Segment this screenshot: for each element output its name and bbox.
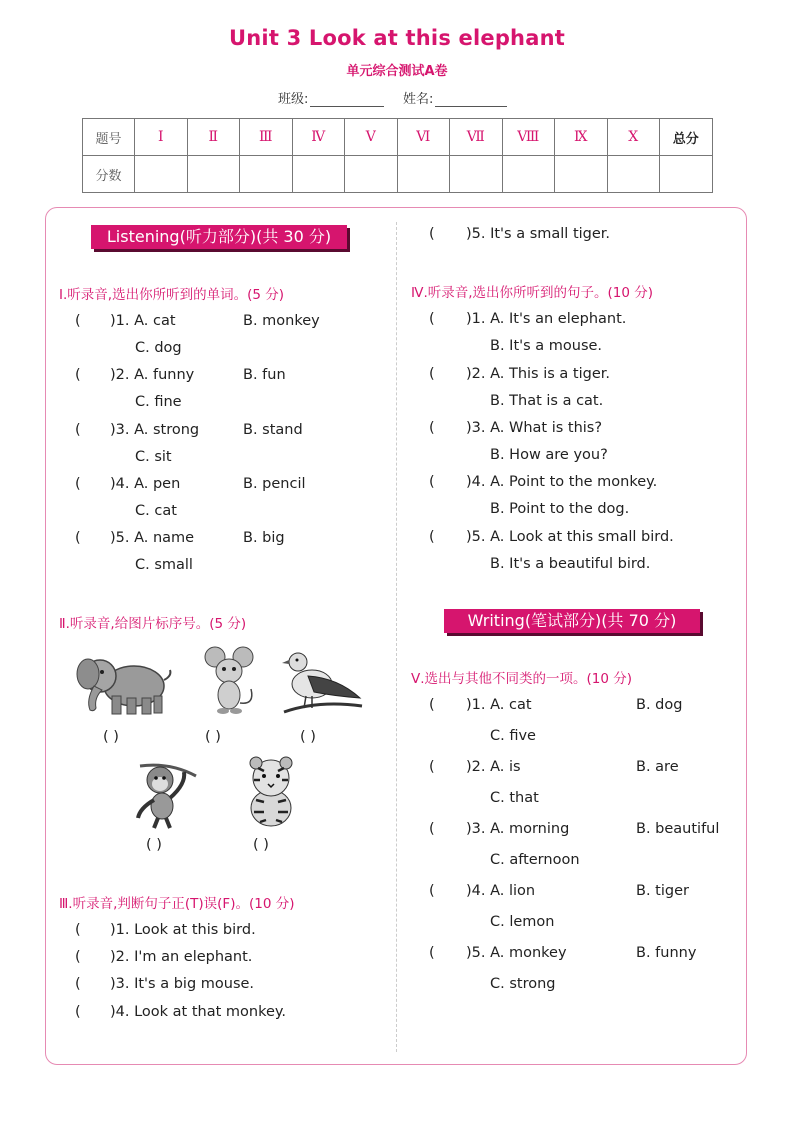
answer-paren[interactable]: ( [429, 474, 435, 490]
question-4-option-c: C. cat [135, 503, 177, 519]
answer-paren-elephant[interactable]: ( ) [103, 729, 119, 745]
score-col-1: Ⅰ [135, 119, 188, 156]
odd-5-option-b: B. funny [636, 945, 697, 961]
answer-paren[interactable]: ( [75, 922, 81, 938]
odd-2-option-c: C. that [490, 790, 539, 806]
question-1-option-a: )1. A. cat [110, 313, 176, 329]
question-4-option-a: )4. A. pen [110, 476, 181, 492]
odd-5-option-a: )5. A. monkey [466, 945, 567, 961]
score-total-cell[interactable] [660, 156, 713, 193]
page-title: Unit 3 Look at this elephant [229, 26, 565, 50]
column-divider [396, 222, 397, 1052]
odd-3-option-a: )3. A. morning [466, 821, 570, 837]
odd-3-option-c: C. afternoon [490, 852, 580, 868]
odd-4-option-c: C. lemon [490, 914, 555, 930]
score-cell[interactable] [292, 156, 345, 193]
odd-4-option-a: )4. A. lion [466, 883, 536, 899]
sentence-1-option-a: )1. A. It's an elephant. [466, 311, 627, 327]
odd-1-option-a: )1. A. cat [466, 697, 532, 713]
odd-4-option-b: B. tiger [636, 883, 689, 899]
question-1-option-b: B. monkey [243, 313, 320, 329]
name-blank[interactable] [435, 94, 507, 107]
class-label: 班级: [278, 92, 309, 107]
answer-paren-bird[interactable]: ( ) [300, 729, 316, 745]
score-col-6: Ⅵ [397, 119, 450, 156]
name-field[interactable] [403, 88, 507, 107]
answer-paren[interactable]: ( [75, 422, 81, 438]
question-5-option-a: )5. A. name [110, 530, 195, 546]
class-field[interactable] [278, 88, 384, 107]
answer-paren[interactable]: ( [75, 530, 81, 546]
odd-2-option-b: B. are [636, 759, 679, 775]
answer-paren[interactable]: ( [75, 1004, 81, 1020]
score-table [82, 118, 713, 193]
page-subtitle: 单元综合测试A卷 [346, 64, 448, 79]
sentence-5-option-a: )5. A. Look at this small bird. [466, 529, 674, 545]
odd-1-option-b: B. dog [636, 697, 683, 713]
score-col-5: Ⅴ [345, 119, 398, 156]
class-blank[interactable] [310, 94, 384, 107]
statement-3: )3. It's a big mouse. [110, 976, 255, 992]
sentence-2-option-a: )2. A. This is a tiger. [466, 366, 610, 382]
statement-1: )1. Look at this bird. [110, 922, 256, 938]
listening-banner: Listening(听力部分)(共 30 分) [91, 225, 347, 249]
writing-banner: Writing(笔试部分)(共 70 分) [444, 609, 700, 633]
question-2-option-b: B. fun [243, 367, 286, 383]
score-cell[interactable] [345, 156, 398, 193]
answer-paren[interactable]: ( [429, 226, 435, 242]
section-3-title: Ⅲ.听录音,判断句子正(T)误(F)。(10 分) [59, 896, 295, 912]
mouse-picture [203, 645, 259, 717]
answer-paren[interactable]: ( [429, 759, 435, 775]
answer-paren[interactable]: ( [429, 697, 435, 713]
answer-paren[interactable]: ( [429, 945, 435, 961]
name-label: 姓名: [403, 92, 434, 107]
question-4-option-b: B. pencil [243, 476, 306, 492]
statement-2: )2. I'm an elephant. [110, 949, 253, 965]
bird-picture [278, 648, 364, 718]
score-cell[interactable] [502, 156, 555, 193]
question-3-option-b: B. stand [243, 422, 303, 438]
answer-paren-mouse[interactable]: ( ) [205, 729, 221, 745]
score-cell[interactable] [240, 156, 293, 193]
sentence-3-option-b: B. How are you? [490, 447, 608, 463]
answer-paren[interactable]: ( [429, 883, 435, 899]
score-col-4: Ⅳ [292, 119, 345, 156]
score-cell[interactable] [135, 156, 188, 193]
question-1-option-c: C. dog [135, 340, 182, 356]
score-total-label: 总分 [660, 119, 713, 156]
odd-2-option-a: )2. A. is [466, 759, 521, 775]
statement-5: )5. It's a small tiger. [466, 226, 611, 242]
score-cell[interactable] [607, 156, 660, 193]
answer-paren-tiger[interactable]: ( ) [253, 837, 269, 853]
odd-1-option-c: C. five [490, 728, 536, 744]
answer-paren[interactable]: ( [429, 366, 435, 382]
sentence-1-option-b: B. It's a mouse. [490, 338, 603, 354]
sentence-4-option-a: )4. A. Point to the monkey. [466, 474, 658, 490]
question-2-option-a: )2. A. funny [110, 367, 195, 383]
score-cell[interactable] [397, 156, 450, 193]
answer-paren[interactable]: ( [75, 476, 81, 492]
question-3-option-a: )3. A. strong [110, 422, 200, 438]
monkey-picture [130, 758, 202, 830]
section-5-title: Ⅴ.选出与其他不同类的一项。(10 分) [411, 671, 633, 687]
answer-paren[interactable]: ( [75, 976, 81, 992]
answer-paren[interactable]: ( [429, 311, 435, 327]
score-table-header-row [83, 119, 713, 156]
odd-5-option-c: C. strong [490, 976, 556, 992]
sentence-3-option-a: )3. A. What is this? [466, 420, 603, 436]
score-row-label: 分数 [83, 156, 135, 193]
answer-paren[interactable]: ( [429, 420, 435, 436]
score-cell[interactable] [555, 156, 608, 193]
section-1-title: Ⅰ.听录音,选出你所听到的单词。(5 分) [59, 287, 284, 303]
tiger-picture [240, 754, 302, 830]
sentence-5-option-b: B. It's a beautiful bird. [490, 556, 651, 572]
answer-paren[interactable]: ( [429, 529, 435, 545]
answer-paren[interactable]: ( [429, 821, 435, 837]
sentence-4-option-b: B. Point to the dog. [490, 501, 630, 517]
elephant-picture [72, 650, 176, 720]
score-table-score-row [83, 156, 713, 193]
question-2-option-c: C. fine [135, 394, 182, 410]
section-2-title: Ⅱ.听录音,给图片标序号。(5 分) [59, 616, 247, 632]
score-col-10: Ⅹ [607, 119, 660, 156]
odd-3-option-b: B. beautiful [636, 821, 720, 837]
score-col-7: Ⅶ [450, 119, 503, 156]
question-5-option-c: C. small [135, 557, 193, 573]
section-4-title: Ⅳ.听录音,选出你所听到的句子。(10 分) [411, 285, 654, 301]
score-col-8: Ⅷ [502, 119, 555, 156]
question-3-option-c: C. sit [135, 449, 172, 465]
score-col-2: Ⅱ [187, 119, 240, 156]
statement-4: )4. Look at that monkey. [110, 1004, 287, 1020]
score-col-9: Ⅸ [555, 119, 608, 156]
question-5-option-b: B. big [243, 530, 285, 546]
score-cell[interactable] [450, 156, 503, 193]
sentence-2-option-b: B. That is a cat. [490, 393, 604, 409]
answer-paren[interactable]: ( [75, 949, 81, 965]
answer-paren[interactable]: ( [75, 313, 81, 329]
answer-paren[interactable]: ( [75, 367, 81, 383]
score-table-row-label: 题号 [83, 119, 135, 156]
answer-paren-monkey[interactable]: ( ) [146, 837, 162, 853]
score-col-3: Ⅲ [240, 119, 293, 156]
score-cell[interactable] [187, 156, 240, 193]
